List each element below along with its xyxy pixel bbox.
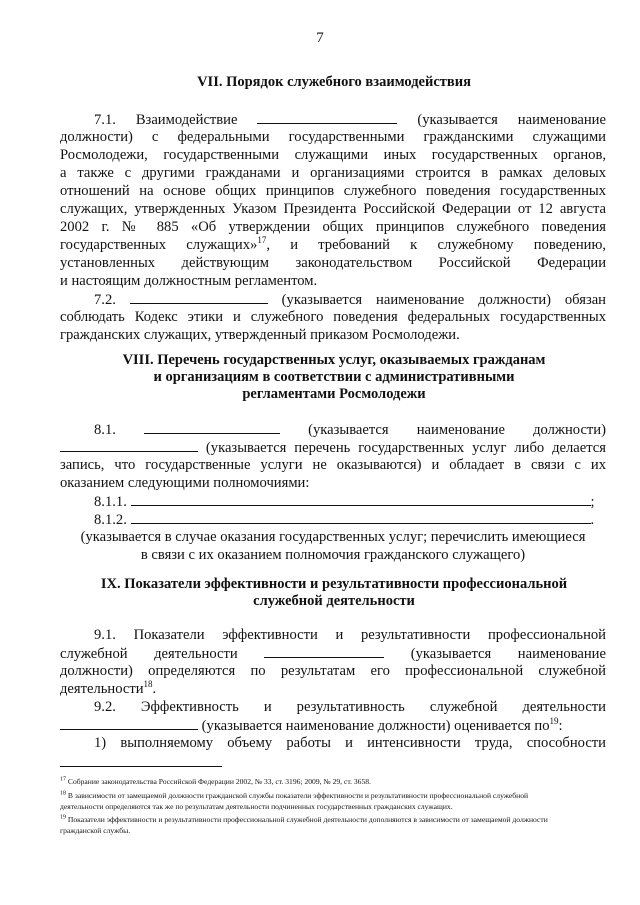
p71-line-3: Росмолодежи, государственными служащими иных государственных органов, [60, 147, 606, 163]
section-8-note-line-2: в связи с их оказанием полномочия гражданского служащего) [140, 547, 526, 563]
p72-line-2: соблюдать Кодекс этики и служебного поведения федеральных государственных [60, 309, 606, 325]
p71-line-5: отношений на основе общих принципов служебного поведения государственных [60, 183, 606, 199]
p71-line-9: установленных действующим законодательством Российской Федерации [60, 255, 606, 271]
position-blank[interactable] [60, 716, 198, 730]
position-blank[interactable] [130, 290, 268, 304]
page-number: 7 [316, 30, 324, 46]
p92-line-2: (указывается наименование должности) оценивается $по^{19}$: [60, 716, 606, 735]
position-blank[interactable] [264, 644, 384, 658]
p92-item-1: 1) выполняемому объему работы и интенсивности труда, способности [94, 735, 606, 751]
p71-line-6: служащих, утвержденных Указом Президента Российской Федерации от 12 августа [60, 201, 606, 217]
p71-line-1: 7.1. Взаимодействие (указывается наименование [94, 112, 606, 128]
p81-line-2: (указывается перечень государственных услуг либо делается [60, 438, 606, 457]
p91-line-4: деятельности$^{18}$. [60, 679, 157, 697]
footnote-19: $^{19}$ Показатели эффективности и результативности профессиональной служебной деятельности дополняются в зависимости от замещаемой должности гражданской службы. [60, 814, 548, 835]
p81-line-4: оказанием следующими полномочиями: [60, 475, 310, 491]
section-7-heading: VII. Порядок служебного взаимодействия [197, 74, 471, 90]
position-blank[interactable] [144, 420, 280, 434]
p92-line-1: 9.2. Эффективность и результативность служебной деятельности [94, 699, 606, 715]
footnote-divider [60, 766, 222, 767]
p72-line-3: гражданских служащих, утвержденный приказом Росмолодежи. [60, 327, 460, 343]
p91-line-2: служебной деятельности (указывается наименование [60, 646, 606, 662]
position-blank[interactable] [257, 110, 397, 124]
footnote-17: $^{17}$ Собрание законодательства Российской Федерации 2002, № 33, ст. 3196; 2009, № 29, ст. 3658. [60, 776, 371, 786]
p71-line-10: и настоящим должностным регламентом. [60, 273, 318, 289]
p91-line-1: 9.1. Показатели эффективности и результативности профессиональной [94, 627, 606, 643]
footnote-ref-18[interactable]: 18 [143, 679, 153, 690]
p71-line-2: должности) с федеральными государственными гражданскими служащими [60, 129, 606, 145]
footnote-ref-19[interactable]: 19 [549, 716, 559, 727]
authority-blank-2[interactable] [131, 510, 591, 524]
p81-line-3: запись, что государственные услуги не оказываются) и обладает в связи с их [60, 457, 606, 473]
p811-line: 8.1.1. ; [94, 494, 595, 510]
p812-line: 8.1.2. . [94, 512, 595, 528]
authority-blank-1[interactable] [131, 492, 591, 506]
section-9-heading: IX. Показатели эффективности и результативности профессиональной служебной деятельности [100, 576, 568, 609]
p72-line-1: 7.2. (указывается наименование должности) обязан [94, 292, 606, 308]
footnote-18: $^{18}$ В зависимости от замещаемой должности гражданской службы показатели эффективности и результативности профессиональной служебной деятельности определяются так же по результатам деятельности подчиненных государственных гражданских служащих. [60, 790, 529, 811]
p91-line-3: должности) определяются по результатам его профессиональной служебной [60, 663, 606, 679]
p71-line-7: 2002 г. № 885 «Об утверждении общих принципов служебного поведения [60, 219, 606, 235]
p71-line-4: а также с другими гражданами и организациями строится в рамках деловых [60, 165, 606, 181]
section-8-note-line-1: (указывается в случае оказания государственных услуг; перечислить имеющиеся [80, 529, 586, 545]
section-8-heading: VIII. Перечень государственных услуг, оказываемых гражданам и организациям в соответствии с административными регламентами Росмолодежи [122, 352, 546, 402]
services-blank[interactable] [60, 438, 198, 452]
p71-line-8: государственных служащих»$^{17}$, и требований к служебному поведению, [60, 235, 606, 253]
p81-line-1: 8.1. (указывается наименование должности) [94, 422, 606, 438]
footnote-ref-17[interactable]: 17 [257, 235, 267, 246]
